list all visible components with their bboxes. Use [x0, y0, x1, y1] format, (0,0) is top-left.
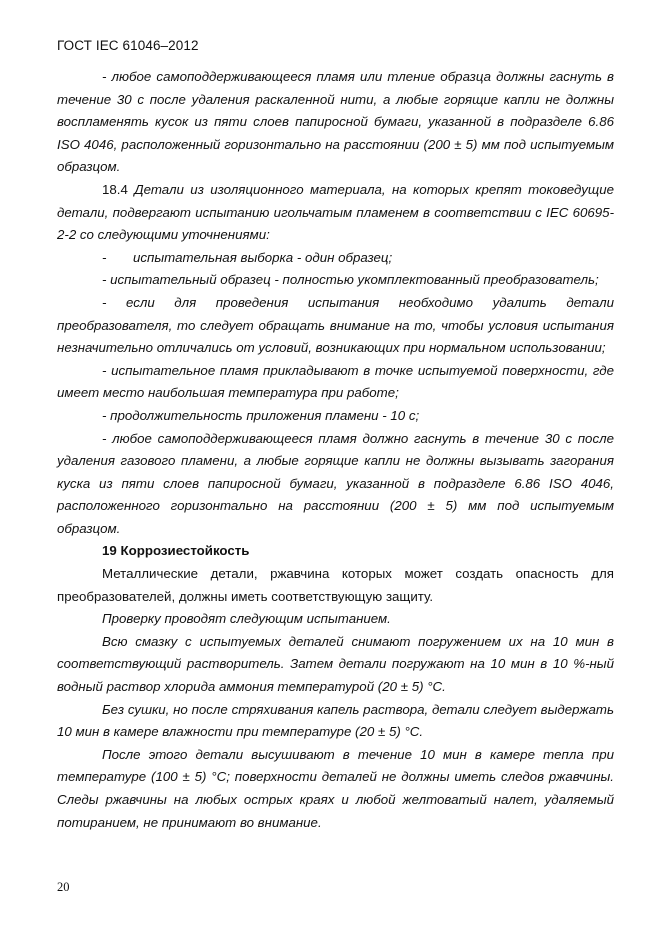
section-heading-19: 19 Коррозиестойкость — [102, 543, 250, 559]
paragraph-18-4-text: Детали из изоляционного материала, на которых крепят токоведущие детали, подвергают испытанию игольчатым пламенем в соответствии с IEC 60695-2-2 со следующими уточнениями: — [57, 181, 614, 243]
document-header: ГОСТ IEC 61046–2012 — [57, 38, 199, 53]
list-dash: - — [102, 249, 107, 265]
list-item-sample-size — [57, 247, 614, 270]
list-item-text: испытательная выборка - один образец; — [133, 249, 393, 265]
list-item-flame-extinguish: - любое самоподдерживающееся пламя должно гаснуть в течение 30 с после удаления газового пламени, а любые горящие капли не должны вызывать загорания куска из пяти слоев папиросной бумаги, указанной в подразделе 6.86 ISO 4046, расположенного горизонтально на расстоянии (200 ± 5) мм под испытуемым образцом. — [57, 430, 614, 536]
paragraph-test-intro: Проверку проводят следующим испытанием. — [102, 611, 391, 627]
list-item-removal-continued: преобразователя, то следует обращать внимание на то, чтобы условия испытания незначительно отличались от условий, возникающих при нормальном использовании; — [57, 317, 614, 356]
paragraph-glow-wire-criterion: - любое самоподдерживающееся пламя или тление образца должны гаснуть в течение 30 с после удаления раскаленной нити, а любые горящие капли не должны воспламенять кусок из пяти слоев папиросной бумаги, указанной в подразделе 6.86 ISO 4046, расположенный горизонтально на расстоянии (200 ± 5) мм под испытуемым образцом. — [57, 69, 614, 175]
page-body — [57, 66, 614, 834]
section-number: 18.4 — [102, 181, 128, 197]
page-number: 20 — [57, 880, 70, 894]
list-item-specimen: - испытательный образец - полностью укомплектованный преобразователь; — [102, 272, 599, 288]
list-item-flame-application: - испытательное пламя прикладывают в точке испытуемой поверхности, где имеет место наибольшая температура при работе; — [57, 362, 614, 401]
paragraph-corrosion-requirement: Металлические детали, ржавчина которых может создать опасность для преобразователей, должны иметь соответствующую защиту. — [57, 566, 614, 604]
paragraph-degreasing: Всю смазку с испытуемых деталей снимают погружением их на 10 мин в соответствующий растворитель. Затем детали погружают на 10 мин в 10 %-ный водный раствор хлорида аммония температурой (20 ± 5) °C. — [57, 633, 614, 695]
paragraph-humidity: Без сушки, но после стряхивания капель раствора, детали следует выдержать 10 мин в камере влажности при температуре (20 ± 5) °C. — [57, 701, 614, 740]
paragraph-18-4 — [57, 179, 614, 247]
paragraph-drying: После этого детали высушивают в течение 10 мин в камере тепла при температуре (100 ± 5) °C; поверхности деталей не должны иметь следов ржавчины. Следы ржавчины на любых острых краях и любой желтоватый налет, удаляемый потиранием, не принимают во внимание. — [57, 746, 614, 830]
list-item-flame-duration: - продолжительность приложения пламени - 10 с; — [102, 407, 420, 423]
list-item-removal-line: - если для проведения испытания необходимо удалить детали — [102, 294, 614, 310]
